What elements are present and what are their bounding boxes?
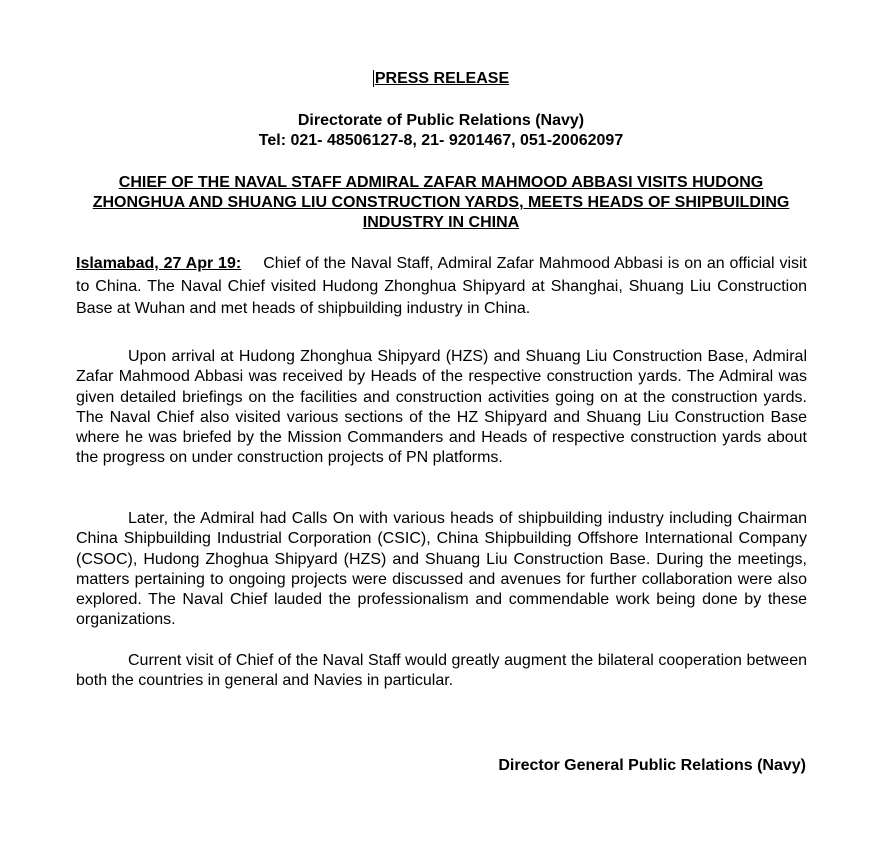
- paragraph-2: [76, 347, 807, 469]
- paragraph-3: [76, 509, 807, 631]
- paragraph-1-text: Chief of the Naval Staff, Admiral Zafar Mahmood Abbasi is on an official visit to China. The Naval Chief visited Hudong Zhonghua Shipyard at Shanghai, Shuang Liu Construction Base at Wuhan and met heads of shipbuilding industry in China.: [76, 255, 808, 317]
- paragraph-1: [76, 253, 807, 321]
- signature-line: Director General Public Relations (Navy): [498, 757, 806, 774]
- dateline: Islamabad, 27 Apr 19:: [76, 255, 242, 272]
- paragraph-2-text: Upon arrival at Hudong Zhonghua Shipyard (HZS) and Shuang Liu Construction Base, Admiral Zafar Mahmood Abbasi was received by Heads of the respective construction yards. The Admiral was given detailed briefings on the facilities and construction activities going on at the construction yards. The Naval Chief also visited various sections of the HZ Shipyard and Shuang Liu Construction Base where he was briefed by the Mission Commanders and Heads of respective construction yards about the progress on under construction projects of PN platforms.: [76, 348, 807, 467]
- telephone-line: Tel: 021- 48506127-8, 21- 9201467, 051-20062097: [258, 132, 624, 149]
- paragraph-4-text: Current visit of Chief of the Naval Staff would greatly augment the bilateral cooperation between both the countries in general and Navies in particular.: [76, 652, 807, 690]
- directorate-name: Directorate of Public Relations (Navy): [297, 112, 585, 129]
- press-release-title: [0, 70, 882, 88]
- headline: CHIEF OF THE NAVAL STAFF ADMIRAL ZAFAR MAHMOOD ABBASI VISITS HUDONG ZHONGHUA AND SHUANG LIU CONSTRUCTION YARDS, MEETS HEADS OF SHIPBUILDING INDUSTRY IN CHINA: [92, 174, 790, 231]
- press-release-title-text: PRESS RELEASE: [374, 70, 510, 87]
- directorate-block: [0, 111, 882, 151]
- paragraph-4: [76, 651, 807, 692]
- paragraph-3-text: Later, the Admiral had Calls On with various heads of shipbuilding industry including Chairman China Shipbuilding Industrial Corporation (CSIC), China Shipbuilding Offshore International Company (CSOC), Hudong Zhoghua Shipyard (HZS) and Shuang Liu Construction Base. During the meetings, matters pertaining to ongoing projects were discussed and avenues for further collaboration were also explored. The Naval Chief lauded the professionalism and commendable work being done by these organizations.: [76, 510, 807, 629]
